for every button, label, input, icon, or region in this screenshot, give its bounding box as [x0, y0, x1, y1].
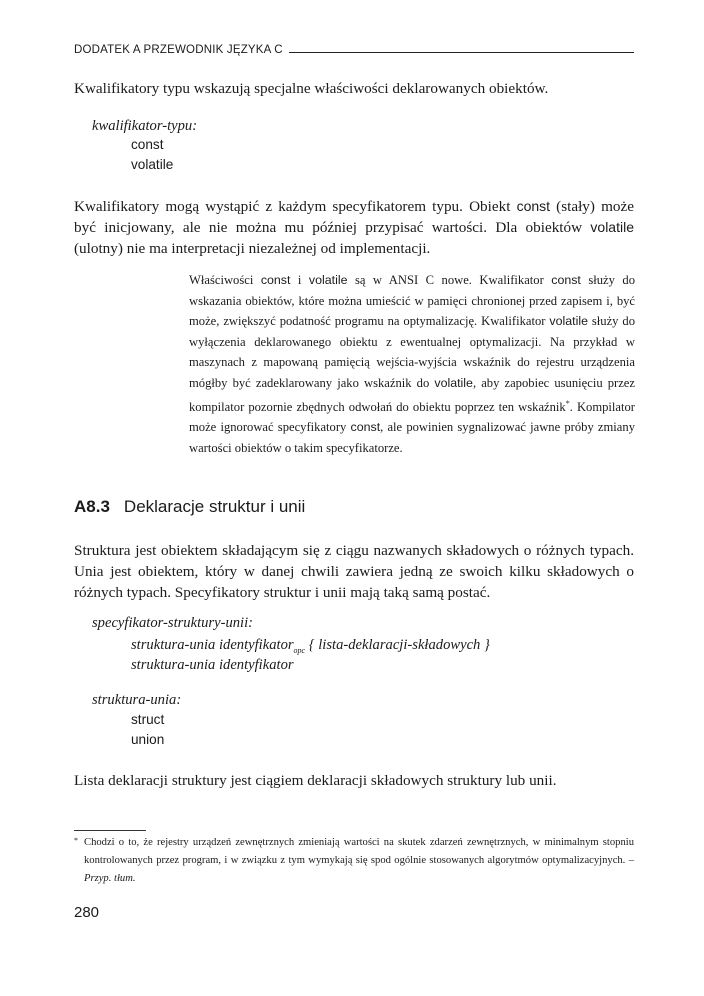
text-run: i: [290, 273, 309, 287]
ansi-note: [189, 270, 635, 459]
grammar-head-struct-union: struktura-unia:: [92, 692, 182, 708]
text-run: , ale powinien sygnalizować jawne próby zmiany wartości obiektów o takim specyfikatorze.: [189, 420, 635, 455]
text-run: są w ANSI C nowe. Kwalifikator: [347, 273, 552, 287]
section-heading: [74, 497, 305, 517]
text-run: Chodzi o to, że rejestry urządzeń zewnętrznych zmieniają wartości na skutek zdarzeń zewnętrznych, w minimalnym stopniu kontrolowanych przez program, i w związku z tym wymykają się spod ogólnie stosowanych algorytmów optymalizacyjnych. –: [84, 837, 634, 866]
paragraph-type-qualifiers: Kwalifikatory typu wskazują specjalne właściwości deklarowanych obiektów.: [74, 80, 549, 97]
grammar-line-struct-body: [131, 637, 490, 655]
keyword-const: const: [350, 420, 381, 435]
text-run: struktura-unia identyfikator: [131, 637, 294, 653]
footnote: [74, 834, 634, 888]
text-run: { lista-deklaracji-składowych }: [305, 637, 490, 653]
text-run: Właściwości: [189, 273, 261, 287]
paragraph-const-volatile: [74, 196, 634, 259]
text-run: służy do wskazania obiektów, które można umieścić w pamięci chronionej przed zapisem i, być może, zwiększyć podatność programu na optymalizację. Kwalifikator: [189, 273, 635, 329]
text-run: , aby zapobiec usunięciu przez kompilator pozornie zbędnych odwołań do obiektu poprzez ten wskaźnik: [189, 375, 635, 414]
footnote-reference: *: [565, 398, 570, 408]
page-number: 280: [74, 904, 100, 921]
keyword-volatile: volatile: [590, 219, 634, 235]
text-run: (ulotny) nie ma interpretacji niezależnej od implementacji.: [74, 240, 431, 257]
grammar-item-struct: struct: [131, 712, 165, 727]
footnote-mark: *: [74, 836, 78, 845]
text-run: (stały) może być inicjowany, ale nie można mu później przypisać wartości. Dla obiektów: [74, 198, 634, 236]
grammar-item-const: const: [131, 137, 164, 152]
paragraph-struct-union: Struktura jest obiektem składającym się z ciągu nazwanych składowych o różnych typach. Unia jest obiektem, który w danej chwili zawiera jedną ze swoich kilku składowych o różnych typach. Specyfikatory struktur i unii mają taką samą postać.: [74, 542, 634, 601]
section-number: A8.3: [74, 497, 110, 516]
footnote-text: [74, 834, 634, 888]
subscript-optional: opc: [293, 645, 306, 655]
grammar-line-struct-ident: struktura-unia identyfikator: [131, 657, 294, 673]
grammar-item-volatile: volatile: [131, 157, 174, 172]
paragraph-declaration-list: Lista deklaracji struktury jest ciągiem deklaracji składowych struktury lub unii.: [74, 772, 557, 789]
section-title: Deklaracje struktur i unii: [123, 497, 306, 516]
footnote-rule: [74, 830, 146, 831]
keyword-const: const: [551, 273, 581, 287]
grammar-head-struct-spec: specyfikator-struktury-unii:: [92, 615, 254, 631]
text-run: Kwalifikatory mogą wystąpić z każdym specyfikatorem typu. Obiekt: [74, 198, 517, 215]
running-header: [74, 40, 634, 56]
keyword-volatile: volatile: [308, 273, 348, 287]
keyword-const: const: [260, 273, 291, 287]
footnote-author: Przyp. tłum.: [84, 873, 136, 884]
grammar-item-union: union: [131, 732, 165, 747]
keyword-volatile: volatile: [434, 375, 473, 390]
header-rule: [289, 52, 634, 53]
header-title: DODATEK A PRZEWODNIK JĘZYKA C: [74, 44, 283, 56]
text-run: . Kompilator może ignorować specyfikatory: [189, 399, 636, 435]
grammar-head-qualifier: kwalifikator-typu:: [92, 118, 198, 134]
text-run: służy do wyłączenia deklarowanego obiektu z ewentualnej optymalizacji. Na przykład w maszynach z mapowaną pamięcią wejścia-wyjścia wskaźnik do rejestru urządzenia mógłby być zadeklarowany jako wskaźnik do: [189, 314, 635, 390]
keyword-const: const: [516, 198, 551, 214]
keyword-volatile: volatile: [549, 314, 588, 329]
